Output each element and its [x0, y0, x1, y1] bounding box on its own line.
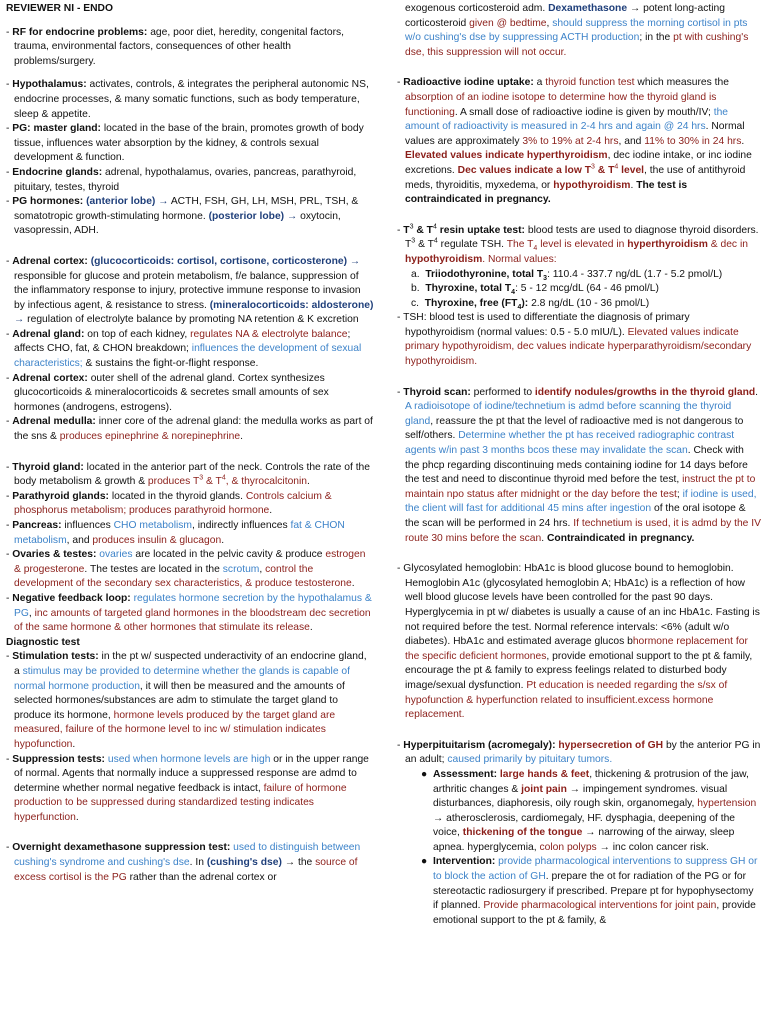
pancreas-item: - Pancreas: influences CHO metabolism, indirectly influences fat & CHON metabolism, and produces insulin & glucagon. — [6, 520, 345, 546]
overnight-dexamethasone-item: - Overnight dexamethasone suppression test: used to distinguish between cushing's syndrome and cushing's dse. In (cushing's dse) → the source of excess cortisol is the PG rather than the adrenal cortex or — [6, 842, 361, 883]
rf-item: - RF for endocrine problems: age, poor diet, heredity, congenital factors, trauma, environmental factors, consequences of other health problems/surgery. — [6, 26, 345, 67]
adrenal-medulla-item: - Adrenal medulla: inner core of the adrenal gland: the medulla works as part of the sns & produces epinephrine & norepinephrine. — [6, 416, 373, 443]
left-column — [6, 2, 374, 885]
assessment-bullet: ● Assessment: large hands & feet, thickening & protrusion of the jaw, arthritic changes & joint pain → impingement syndromes. visual disturbances, diaphoresis, oily rough skin, organomegaly, hypertension → atherosclerosis, cardiomegaly, HF. dysphagia, deepening of the voice, thickening of the tongue → narrowing of the airway, sleep apnea. hyperglycemia, colon polyps → inc colon cancer risk. — [421, 768, 757, 853]
resin-value-item: a. Triiodothyronine, total $T_3$: 110.4 - 337.7 ng/dL (1.7 - 5.2 pmol/L) — [411, 268, 723, 282]
ovaries-testes-item: - Ovaries & testes: ovaries are located in the pelvic cavity & produce estrogen & progesterone. The testes are located in the scrotum, control the development of the secondary sex characteristics, & produce testosterone. — [6, 549, 366, 590]
hyperpituitarism-item: - Hyperpituitarism (acromegaly): hypersecretion of GH by the anterior PG in an adult; caused primarily by pituitary tumors. — [397, 739, 761, 766]
parathyroid-item: - Parathyroid glands: located in the thyroid glands. Controls calcium & phosphorus metabolism; produces parathyroid hormone. — [6, 490, 332, 517]
doc-title: REVIEWER NI - ENDO — [6, 3, 113, 14]
resin-value-item: c. Thyroxine, free $(FT_4)$: 2.8 ng/dL (10 - 36 pmol/L) — [411, 297, 650, 311]
endocrine-glands-item: - Endocrine glands: adrenal, hypothalamus, ovaries, pancreas, parathyroid, pituitary, testes, thyroid — [6, 166, 357, 193]
hypothalamus-item: - Hypothalamus: activates, controls, & integrates the peripheral autonomic NS, endocrine processes, & many somatic functions, such as body temperature, sleep & appetite. — [6, 79, 369, 120]
right-column — [397, 2, 761, 928]
radioactive-iodine-item: - Radioactive iodine uptake: a thyroid function test which measures the absorption of an iodine isotope to determine how the thyroid gland is functioning. A small dose of radioactive iodine is given by mouth/IV; the amount of radioactivity is measured in 2-4 hrs and again @ 24 hrs. Normal values are approximately 3% to 19% at 2-4 hrs, and 11% to 30% in 24 hrs. Elevated values indicate hyperthyroidism, dec iodine intake, or inc iodine excretions. Dec values indicate a low $T^3$ & $T^4$ level, the use of antithyroid meds, thyroiditis, myxedema, or hypothyroidism. The test is contraindicated in pregnancy. — [397, 77, 752, 206]
tsh-item: - TSH: blood test is used to differentiate the diagnosis of primary hypothyroidism (normal values: 0.5 - 5.0 mIU/L). Elevated values indicate primary hypothyroidism, dec values indicate hyperparathyroidism/secondary hypothyroidism. — [397, 312, 752, 368]
thyroid-scan-item: - Thyroid scan: performed to identify nodules/growths in the thyroid gland. A radioisotope of iodine/technetium is admd before scanning the thyroid gland, reassure the pt that the level of radioactive med is not dangerous to self/others. Determine whether the pt has received radiographic contrast agents w/in past 3 months bcos these may invalidate the scan. Check with the phcp regarding discontinuing meds containing iodine for 14 days before the test and need to discontinue thyroid med before the test, instruct the pt to maintain npo status after midnight or the day before the test; if iodine is used, the client will fast for additional 45 mins after ingestion of the oral isotope & the scan will be performed in 24 hrs. If technetium is used, it is admd by the IV route 30 mins before the scan. Contraindicated in pregnancy. — [397, 386, 761, 544]
resin-value-item: b. Thyroxine, total $T_4$: 5 - 12 mcg/dL (64 - 46 pmol/L) — [411, 283, 659, 297]
stimulation-tests-item: - Stimulation tests: in the pt w/ suspected underactivity of an endocrine gland, a stimulus may be provided to determine whether the glands is capable of normal hormone production, it will then be measured and the amounts of selected hormones/substances are adm to stimulate the target gland to produce its hormone, hormone levels produced by the target gland are measured, failure of the hormone level to inc w/ stimulation indicates hypofunction. — [6, 651, 367, 750]
resin-uptake-item: - $T^3$ & $T^4$ resin uptake test: blood tests are used to diagnose thyroid disorders. $T^3$ & $T^4$ regulate TSH. The $T_4$ level is elevated in hyperthyroidism & dec in hypothyroidism. Normal values: — [397, 223, 759, 265]
overnight-continued: exogenous corticosteroid adm. Dexamethasone → potent long-acting corticosteroid given @ bedtime, should suppress the morning cortisol in pts w/o cushing's dse by suppressing ACTH production; in the pt with cushing's dse, this suppression will not occur. — [405, 3, 749, 58]
adrenal-gland-item: - Adrenal gland: on top of each kidney, regulates NA & electrolyte balance; affects CHO, fat, & CHON breakdown; influences the development of sexual characteristics; & sustains the fight-or-flight response. — [6, 328, 362, 370]
suppression-tests-item: - Suppression tests: used when hormone levels are high or in the upper range of normal. Agents that normally induce a suppressed response are admd to determine whether normal negative feedback is intact, failure of hormone production to be suppressed during standardized testing indicates hyperfunction. — [6, 753, 369, 823]
negative-feedback-item: - Negative feedback loop: regulates hormone secretion by the hypothalamus & PG, inc amounts of targeted gland hormones in the bloodstream dec secretion of the same hormone & other hormones that stimulate its release. — [6, 592, 372, 634]
pg-hormones-item: - PG hormones: (anterior lobe) → ACTH, FSH, GH, LH, MSH, PRL, TSH, & somatotropic growth-stimulating hormone. (posterior lobe) → oxytocin, vasopressin, ADH. — [6, 196, 359, 237]
diagnostic-heading: Diagnostic test — [6, 636, 80, 648]
adrenal-cortex-item: - Adrenal cortex: (glucocorticoids: cortisol, cortisone, corticosterone) → responsible for glucose and protein metabolism, f/e balance, suppression of the inflammatory response to injury, protective immune response to invasion by infectious agent, & resistance to stress. (mineralocorticoids: aldosterone) → regulation of electrolyte balance by promoting NA retention & K excretion — [6, 255, 374, 326]
hba1c-item: - Glycosylated hemoglobin: HbA1c is blood glucose bound to hemoglobin. Hemoglobin A1c (glycosylated hemoglobin A; HbA1c) is a reflection of how well blood glucose levels have been controlled for the past 90 days. Hyperglycemia in pt w/ diabetes is usually a cause of an inc HbA1c. Fasting is not required before the test. Normal reference intervals: <6% (adult w/o diabetes). HbA1c and estimated average glucos bhormone replacement for the specific deficient hormones, provide emotional support to the pt & family, encourage the pt & family to express feelings related to disturbed body image/sexual dysfunction. Pt education is needed regarding the s/sx of hypofunction & hyperfunction related to insufficient.excess hormone replacement. — [397, 563, 760, 721]
adrenal-cortex-outer-item: - Adrenal cortex: outer shell of the adrenal gland. Cortex synthesizes glucocorticoids & mineralocorticoids & secretes small amounts of sex hormones (androgens, estrogens). — [6, 372, 329, 413]
thyroid-gland-item: - Thyroid gland: located in the anterior part of the neck. Controls the rate of the body metabolism & growth & produces $T^3$ & $T^4$, & thyrocalcitonin. — [6, 461, 371, 488]
intervention-bullet: ● Intervention: provide pharmacological interventions to suppress GH or to block the action of GH. prepare the ot for radiation of the PG or for stereotactic radiosurgery if prescribed. Prepare pt for hypophysectomy if planned. Provide pharmacological interventions for joint pain, provide emotional support to the pt & family, & — [421, 856, 758, 926]
pg-item: - PG: master gland: located in the base of the brain, promotes growth of body tissue, influences water absorption by the kidney, & controls sexual development & function. — [6, 123, 364, 164]
